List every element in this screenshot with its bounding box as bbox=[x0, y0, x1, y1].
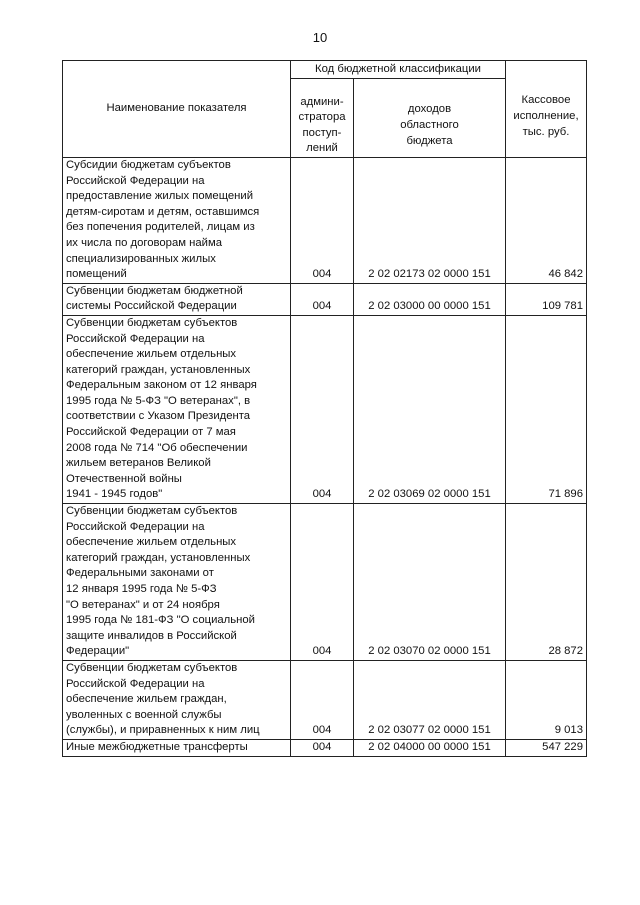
row-name-cell: Субвенции бюджетам субъектов Российской Федерации на обеспечение жильем отдельных категорий граждан, установленных Федеральным законом от 12 января 1995 года № 5-ФЗ "О ветеранах", в соответствии с Указом Президента Российской Федерации от 7 мая 2008 года № 714 "Об обеспечении жильем ветеранов Великой Отечественной войны 1941 - 1945 годов" bbox=[63, 315, 291, 503]
row-income-code: 2 02 03000 00 0000 151 bbox=[354, 283, 506, 315]
header-income bbox=[354, 79, 506, 158]
row-income-code: 2 02 04000 00 0000 151 bbox=[354, 739, 506, 756]
header-admin-label: админи- стратора поступ- лений bbox=[298, 95, 346, 155]
row-admin-code: 004 bbox=[291, 283, 354, 315]
header-classification-label: Код бюджетной классификации bbox=[315, 62, 481, 75]
row-income-code: 2 02 03069 02 0000 151 bbox=[354, 315, 506, 503]
table-row bbox=[63, 315, 587, 503]
table-row bbox=[63, 283, 587, 315]
page-number: 10 bbox=[312, 30, 328, 45]
row-admin-code: 004 bbox=[291, 157, 354, 283]
table-row bbox=[63, 504, 587, 661]
row-amount: 547 229 bbox=[506, 739, 587, 756]
budget-table bbox=[62, 60, 587, 757]
header-row-top bbox=[63, 61, 587, 79]
row-admin-code: 004 bbox=[291, 660, 354, 739]
row-admin-code: 004 bbox=[291, 739, 354, 756]
row-amount: 109 781 bbox=[506, 283, 587, 315]
row-admin-code: 004 bbox=[291, 315, 354, 503]
row-income-code: 2 02 03077 02 0000 151 bbox=[354, 660, 506, 739]
row-income-code: 2 02 02173 02 0000 151 bbox=[354, 157, 506, 283]
table-row bbox=[63, 660, 587, 739]
row-name-cell: Субвенции бюджетам бюджетной системы Российской Федерации bbox=[63, 283, 291, 315]
row-amount: 46 842 bbox=[506, 157, 587, 283]
table-row bbox=[63, 157, 587, 283]
table-row bbox=[63, 739, 587, 756]
header-name bbox=[63, 61, 291, 158]
row-name-cell: Субвенции бюджетам субъектов Российской Федерации на обеспечение жильем отдельных категорий граждан, установленных Федеральными законами от 12 января 1995 года № 5-ФЗ "О ветеранах" и от 24 ноября 1995 года № 181-ФЗ "О социальной защите инвалидов в Российской Федерации" bbox=[63, 504, 291, 661]
row-name-cell: Субвенции бюджетам субъектов Российской Федерации на обеспечение жильем граждан, уволенных с военной службы (службы), и приравненных к ним лиц bbox=[63, 660, 291, 739]
header-name-label: Наименование показателя bbox=[106, 102, 247, 115]
header-amount bbox=[506, 61, 587, 158]
row-name-cell: Субсидии бюджетам субъектов Российской Федерации на предоставление жилых помещений детям-сиротам и детям, оставшимся без попечения родителей, лицам из их числа по договорам найма специализированных жилых помещений bbox=[63, 157, 291, 283]
header-amount-label: Кассовое исполнение, тыс. руб. bbox=[513, 94, 579, 138]
header-classification bbox=[291, 61, 506, 79]
header-admin bbox=[291, 79, 354, 158]
row-amount: 71 896 bbox=[506, 315, 587, 503]
row-name-cell: Иные межбюджетные трансферты bbox=[63, 739, 291, 756]
header-income-label: доходов областного бюджета bbox=[400, 103, 459, 147]
row-amount: 9 013 bbox=[506, 660, 587, 739]
row-amount: 28 872 bbox=[506, 504, 587, 661]
row-income-code: 2 02 03070 02 0000 151 bbox=[354, 504, 506, 661]
row-admin-code: 004 bbox=[291, 504, 354, 661]
